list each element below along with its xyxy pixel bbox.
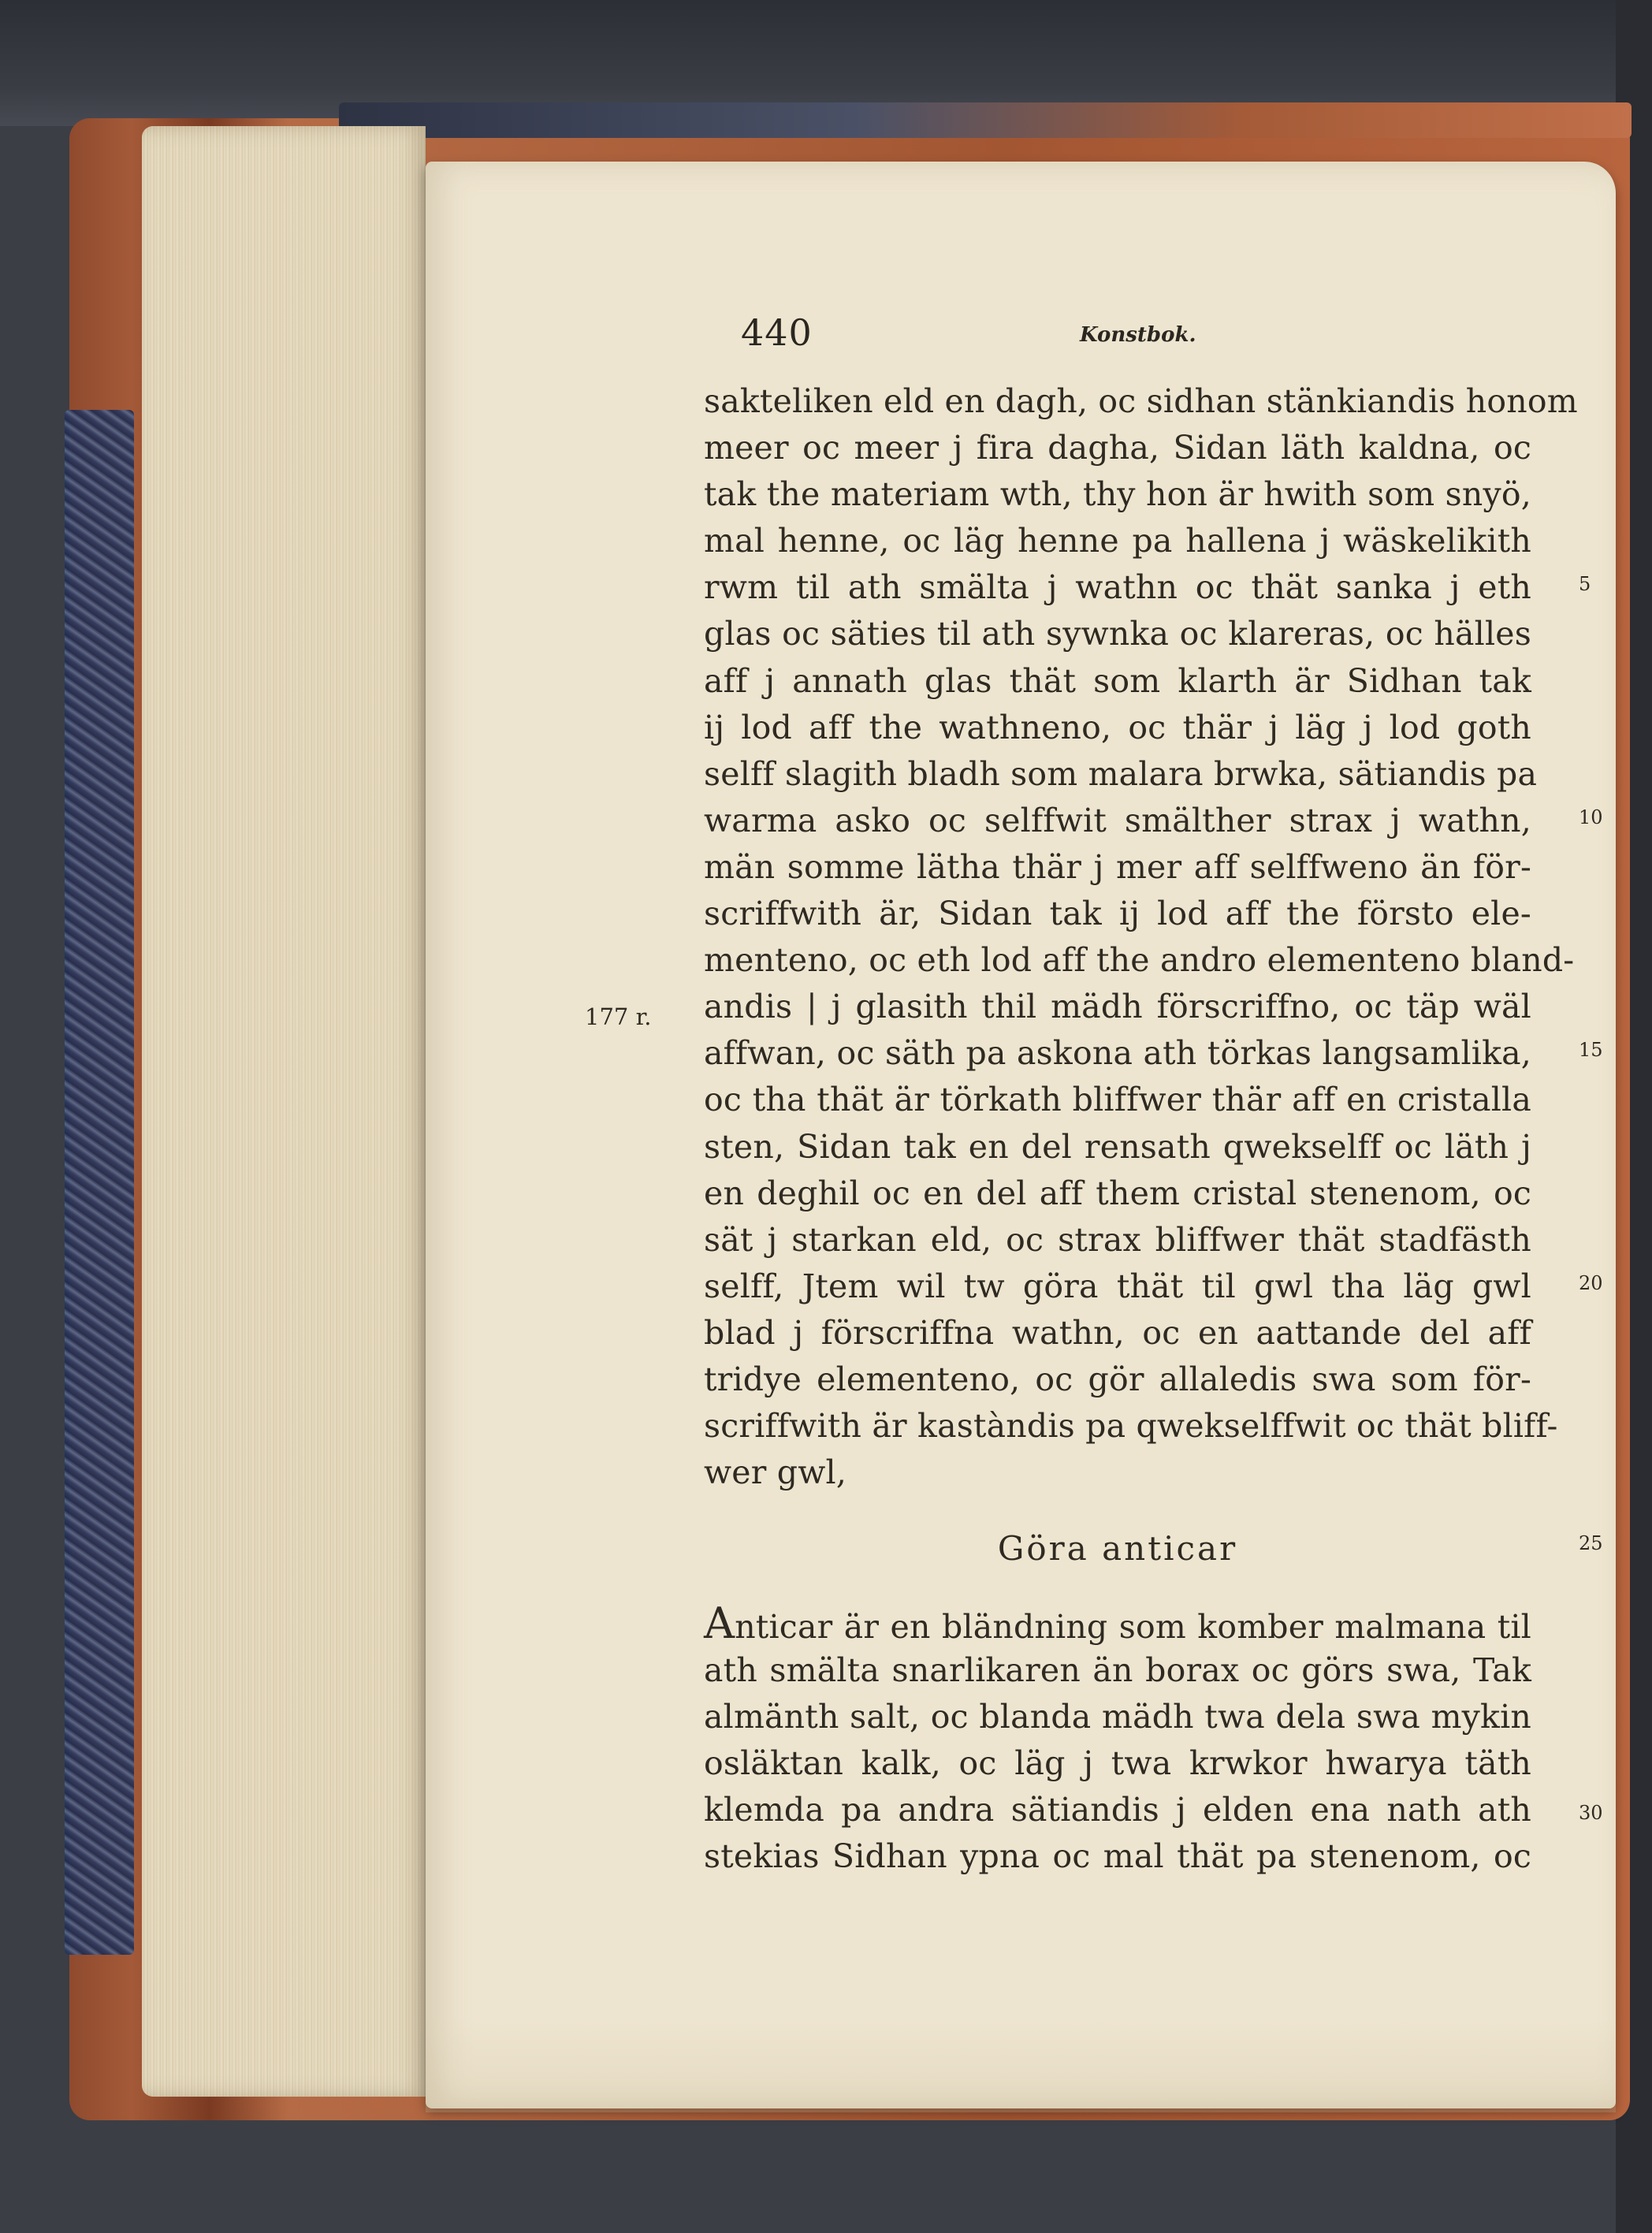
line-number: 25 <box>1579 1532 1603 1554</box>
text-line: menteno, oc eth lod aff the andro elementeno bland- <box>704 941 1575 980</box>
text-line: oc tha thät är törkath bliffwer thär aff en cristalla <box>704 1081 1531 1119</box>
line-number: 20 <box>1579 1272 1603 1294</box>
text-line: ath smälta snarlikaren än borax oc görs swa, Tak <box>704 1651 1531 1690</box>
text-line: stekias Sidhan ypna oc mal thät pa stenenom, oc <box>704 1837 1531 1876</box>
paragraph-2 <box>704 1600 1531 1880</box>
text-line: klemda pa andra sätiandis j elden ena nath ath <box>704 1791 1531 1829</box>
text-line: rwm til ath smälta j wathn oc thät sanka j eth <box>704 568 1531 607</box>
line-number: 5 <box>1579 573 1591 595</box>
paragraph-1 <box>704 378 1578 1496</box>
text-line: scriffwith är kastàndis pa qwekselffwit oc thät bliff- <box>704 1407 1558 1446</box>
text-line: affwan, oc säth pa askona ath törkas langsamlika, <box>704 1034 1531 1073</box>
text-line: sten, Sidan tak en del rensath qwekselff oc läth j <box>704 1127 1531 1166</box>
text-line: warma asko oc selffwit smälther strax j wathn, <box>704 801 1531 839</box>
text-line: tak the materiam wth, thy hon är hwith som snyö, <box>704 475 1531 514</box>
text-line: wer gwl, <box>704 1453 847 1492</box>
text-line: almänth salt, oc blanda mädh twa dela swa mykin <box>704 1698 1531 1736</box>
text-line: aff j annath glas thät som klarth är Sidhan tak <box>704 661 1531 700</box>
text-line: en deghil oc en del aff them cristal stenenom, oc <box>704 1174 1531 1212</box>
section-heading: Göra anticar <box>997 1529 1238 1568</box>
text-line: meer oc meer j fira dagha, Sidan läth kaldna, oc <box>704 429 1531 467</box>
text-line: andis | j glasith thil mädh förscriffno, oc täp wäl <box>704 988 1531 1026</box>
text-line: mal henne, oc läg henne pa hallena j wäskelikith <box>704 522 1531 560</box>
line-number: 10 <box>1579 806 1603 828</box>
text-line: ij lod aff the wathneno, oc thär j läg j lod goth <box>704 708 1531 746</box>
text-line: sakteliken eld en dagh, oc sidhan stänkiandis honom <box>704 382 1578 420</box>
margin-folio-note: 177 r. <box>585 1003 652 1030</box>
text-line: glas oc säties til ath sywnka oc klareras, oc hälles <box>704 615 1531 653</box>
text-line: sät j starkan eld, oc strax bliffwer thät stadfästh <box>704 1220 1531 1259</box>
text-line: selff, Jtem wil tw göra thät til gwl tha läg gwl <box>704 1267 1531 1305</box>
line-number: 15 <box>1579 1039 1603 1061</box>
text-line: osläktan kalk, oc läg j twa krwkor hwarya täth <box>704 1744 1531 1783</box>
text-line: blad j förscriffna wathn, oc en aattande del aff <box>704 1313 1531 1352</box>
text-line: Anticar är en bländning som komber malmana til <box>704 1598 1531 1648</box>
text-line: tridye elementeno, oc gör allaledis swa som för- <box>704 1360 1531 1398</box>
book-spine-marbled-cloth <box>65 410 134 1955</box>
book-cover-top-band <box>339 102 1632 138</box>
text-line: scriffwith är, Sidan tak ij lod aff the försto ele- <box>704 895 1531 933</box>
text-line: selff slagith bladh som malara brwka, sätiandis pa <box>704 754 1538 793</box>
line-number: 30 <box>1579 1802 1603 1824</box>
page-stack-edge <box>142 126 426 2097</box>
page-bottom-shade <box>426 2018 1616 2112</box>
running-title: Konstbok. <box>1080 323 1196 347</box>
page-number: 440 <box>741 311 813 354</box>
text-line: män somme lätha thär j mer aff selffweno än för- <box>704 847 1531 886</box>
